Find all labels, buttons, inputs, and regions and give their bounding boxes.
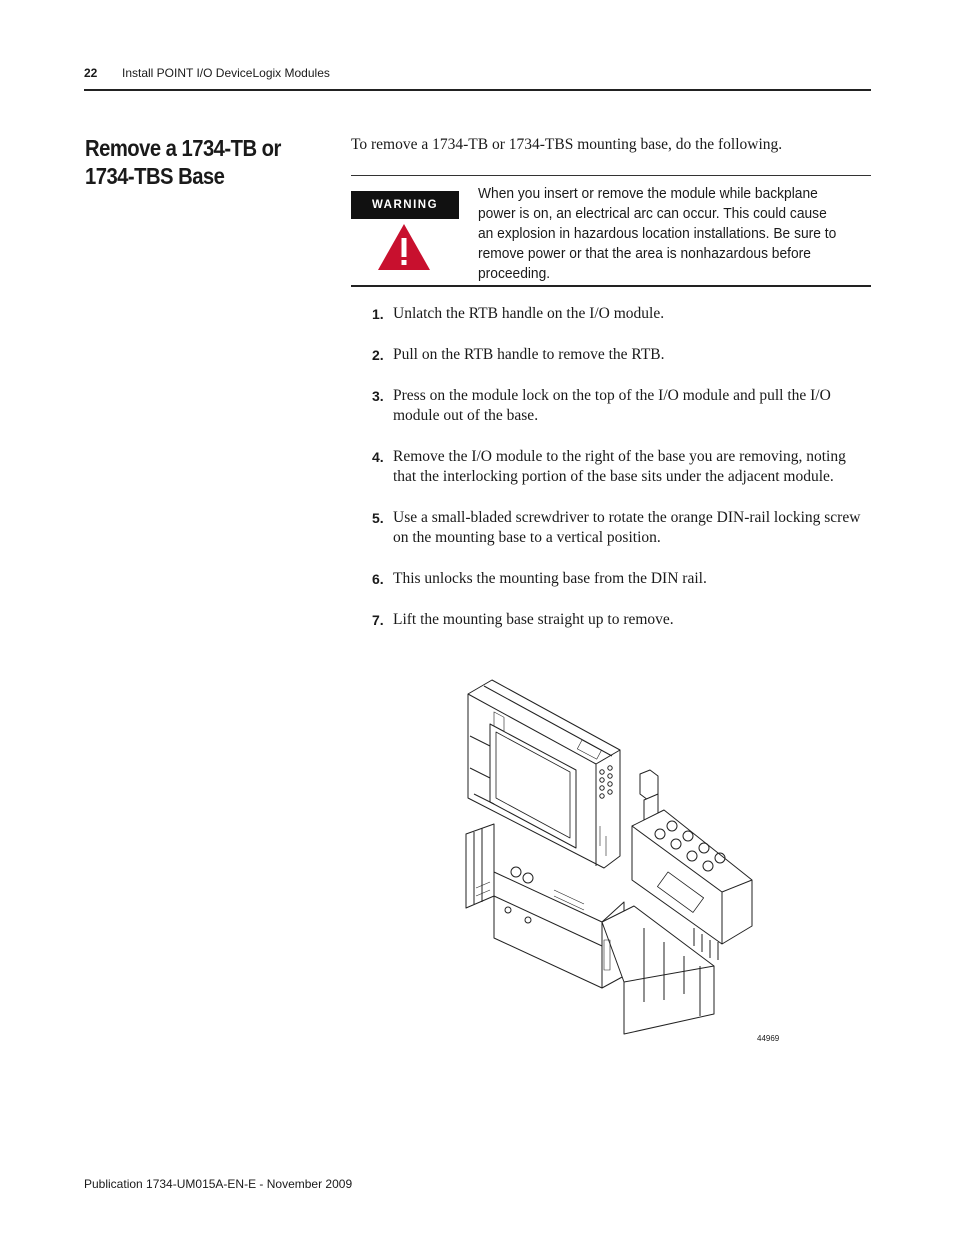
page-number: 22 — [84, 66, 98, 80]
page-header — [84, 66, 871, 90]
step-item — [351, 447, 871, 487]
publication-footer: Publication 1734-UM015A-EN-E - November 2009 — [84, 1177, 353, 1191]
step-item — [351, 304, 871, 324]
step-number: 7. — [372, 612, 384, 628]
step-text: Press on the module lock on the top of the I/O module and pull the I/O module out of the base. — [393, 387, 831, 424]
step-item — [351, 569, 871, 589]
step-text: Pull on the RTB handle to remove the RTB. — [393, 346, 665, 363]
intro-text: To remove a 1734-TB or 1734-TBS mounting base, do the following. — [351, 136, 783, 153]
step-number: 3. — [372, 388, 384, 404]
step-text: Unlatch the RTB handle on the I/O module. — [393, 305, 665, 322]
step-item — [351, 345, 871, 365]
warning-label: WARNING — [351, 191, 459, 219]
running-title: Install POINT I/O DeviceLogix Modules — [122, 66, 330, 80]
figure-number: 44969 — [757, 1034, 780, 1043]
step-number: 1. — [372, 306, 384, 322]
removal-steps — [351, 304, 871, 651]
step-text: Remove the I/O module to the right of the base you are removing, noting that the interlocking portion of the base sits under the adjacent module. — [393, 448, 846, 485]
step-item — [351, 508, 871, 548]
warning-top-rule — [351, 175, 871, 176]
step-number: 5. — [372, 510, 384, 526]
section-title: Remove a 1734-TB or 1734-TBS Base — [85, 135, 281, 189]
warning-text: When you insert or remove the module while backplane power is on, an electrical arc can occur. This could cause an explosion in hazardous location installations. Be sure to remove power or that the area is nonhazardous before proceeding. — [478, 185, 837, 282]
step-item — [351, 386, 871, 426]
header-rule — [84, 89, 871, 91]
step-item — [351, 610, 871, 630]
step-number: 4. — [372, 449, 384, 465]
step-text: This unlocks the mounting base from the DIN rail. — [393, 570, 707, 587]
step-number: 2. — [372, 347, 384, 363]
module-base-removal-illustration — [464, 676, 764, 1036]
step-text: Lift the mounting base straight up to remove. — [393, 611, 674, 628]
step-number: 6. — [372, 571, 384, 587]
step-text: Use a small-bladed screwdriver to rotate the orange DIN-rail locking screw on the mounting base to a vertical position. — [393, 509, 861, 546]
warning-bottom-rule — [351, 285, 871, 287]
warning-triangle-icon — [376, 222, 432, 272]
